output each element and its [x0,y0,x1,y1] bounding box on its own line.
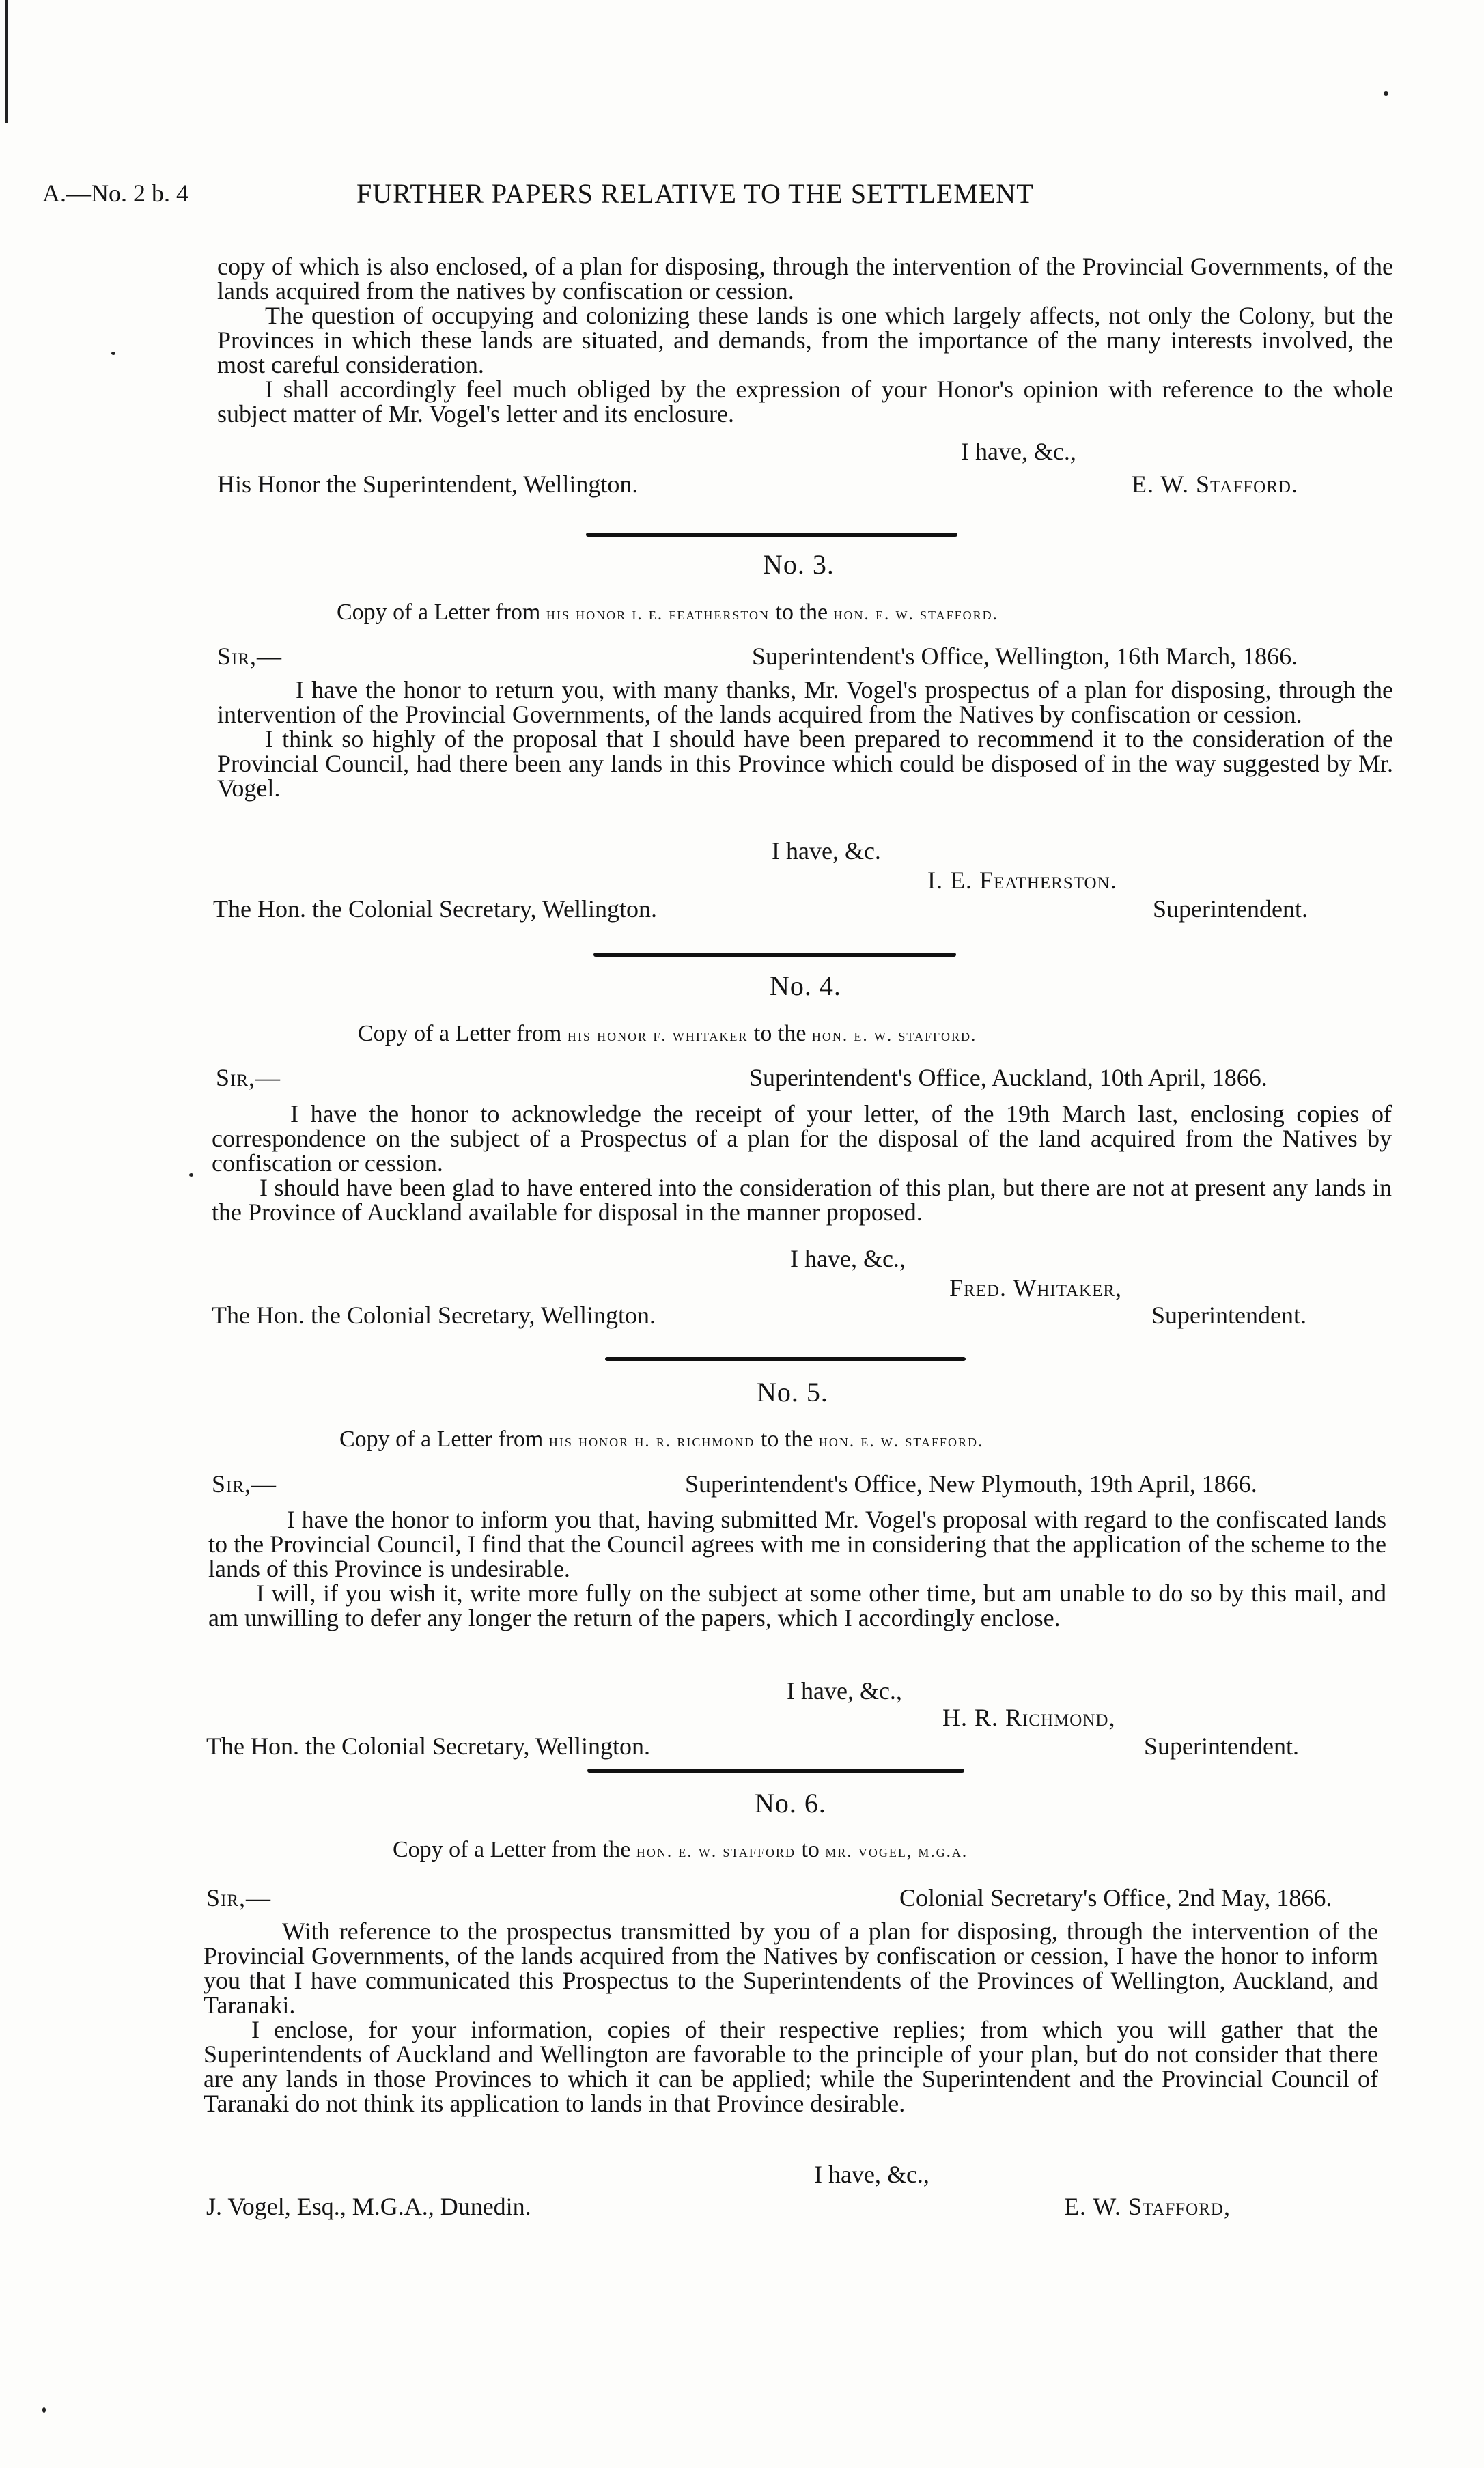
caption-text: to the [775,600,828,625]
caption-from: his honor h. r. richmond [548,1432,755,1450]
letter-number: No. 5. [757,1377,828,1407]
paragraph: I enclose, for your information, copies of their respective replies; from which you will gather that the Superintendents of Auckland and Wellington are favorable to the principle of your plan, but do not consider that there are any lands in those Provinces to which it can be applied; while the Superintendent and the Provincial Council of Taranaki do not think its application to lands in that Province desirable. [204,2016,1378,2117]
signer-title: Superintendent. [1151,1302,1306,1329]
letter-caption [339,1427,983,1453]
section-divider [605,1357,966,1361]
caption-text: Copy of a Letter from [358,1021,562,1046]
caption-to: hon. e. w. stafford. [811,1026,977,1045]
running-header-title: FURTHER PAPERS RELATIVE TO THE SETTLEMENT [356,178,1034,209]
page-reference: A.—No. 2 b. 4 [42,180,188,207]
caption-from: his honor i. e. featherston [546,605,770,623]
caption-to: hon. e. w. stafford. [818,1432,984,1450]
dateline: Superintendent's Office, New Plymouth, 19th April, 1866. [685,1470,1257,1498]
dateline: Colonial Secretary's Office, 2nd May, 1866. [899,1884,1332,1911]
addressee: J. Vogel, Esq., M.G.A., Dunedin. [206,2193,531,2220]
signature: E. W. Stafford. [1132,471,1298,498]
closing-line: I have, &c., [961,438,1076,465]
letter-number: No. 6. [755,1788,826,1819]
intro-text [217,254,1393,426]
signer-title: Superintendent. [1144,1733,1299,1760]
scan-speck [1384,91,1388,96]
signature: I. E. Featherston. [927,867,1117,894]
paragraph: I have the honor to return you, with many thanks, Mr. Vogel's prospectus of a plan for disposing, through the intervention of the Provincial Governments, of the lands acquired from the Natives by confiscation or cession. [217,676,1393,728]
paragraph: I should have been glad to have entered into the consideration of this plan, but there are not at present any lands in the Province of Auckland available for disposal in the manner proposed. [212,1174,1392,1226]
caption-from: hon. e. w. stafford [636,1842,796,1861]
closing-line: I have, &c. [772,837,881,865]
letter-caption [393,1837,968,1863]
scan-speck [189,1173,193,1177]
scan-speck [42,2407,46,2413]
salutation: Sir,— [217,643,283,670]
salutation: Sir,— [212,1470,277,1498]
section-divider [586,533,957,537]
letter-caption [337,600,998,626]
paragraph: I have the honor to acknowledge the receipt of your letter, of the 19th March last, enclosing copies of correspondence on the subject of a Prospectus of a plan for the disposal of the land acquired from the Natives by confiscation or cession. [212,1100,1392,1177]
caption-text: Copy of a Letter from the [393,1837,631,1862]
letter-body [217,677,1393,800]
paragraph: I think so highly of the proposal that I should have been prepared to recommend it to the consideration of the Provincial Council, had there been any lands in this Province which could be disposed of in the way suggested by Mr. Vogel. [217,725,1393,802]
caption-text: Copy of a Letter from [337,600,541,625]
caption-to: hon. e. w. stafford. [833,605,998,623]
addressee: The Hon. the Colonial Secretary, Wellington. [213,895,657,923]
letter-body [204,1919,1378,2116]
signature: Fred. Whitaker, [949,1274,1123,1302]
dateline: Superintendent's Office, Wellington, 16th March, 1866. [752,643,1298,670]
addressee: The Hon. the Colonial Secretary, Wellington. [212,1302,656,1329]
closing-line: I have, &c., [790,1245,906,1272]
closing-line: I have, &c., [814,2161,929,2188]
paragraph: I have the honor to inform you that, having submitted Mr. Vogel's proposal with regard to the confiscated lands to the Provincial Council, I find that the Council agrees with me in considering that the application of the scheme to the lands of this Province is undesirable. [208,1506,1386,1582]
paragraph: With reference to the prospectus transmitted by you of a plan for disposing, through the intervention of the Provincial Governments, of the lands acquired from the Natives by confiscation or cession, I have the honor to inform you that I have communicated this Prospectus to the Superintendents of the Provinces of Wellington, Auckland, and Taranaki. [204,1918,1378,2019]
caption-text: to the [760,1427,813,1452]
paragraph: I shall accordingly feel much obliged by the expression of your Honor's opinion with reference to the whole subject matter of Mr. Vogel's letter and its enclosure. [217,376,1393,427]
salutation: Sir,— [216,1064,281,1091]
section-divider [587,1769,964,1773]
caption-text: Copy of a Letter from [339,1427,544,1452]
paragraph: The question of occupying and colonizing these lands is one which largely affects, not only the Colony, but the Provinces in which these lands are situated, and demands, from the importance of the many interests involved, the most careful consideration. [217,302,1393,378]
letter-body [212,1102,1392,1224]
caption-to: mr. vogel, m.g.a. [825,1842,968,1861]
letter-body [208,1507,1386,1630]
signature: H. R. Richmond, [942,1704,1116,1731]
dateline: Superintendent's Office, Auckland, 10th April, 1866. [749,1064,1268,1091]
scan-speck [111,352,115,355]
letter-number: No. 3. [763,549,835,580]
caption-from: his honor f. whitaker [567,1026,748,1045]
letter-number: No. 4. [770,970,841,1001]
scan-edge-mark [5,0,8,123]
addressee: His Honor the Superintendent, Wellington. [217,471,639,498]
closing-line: I have, &c., [787,1677,902,1705]
signer-title: Superintendent. [1153,895,1308,923]
caption-text: to the [753,1021,807,1046]
paragraph: copy of which is also enclosed, of a plan for disposing, through the intervention of the Provincial Governments, of the lands acquired from the natives by confiscation or cession. [217,253,1393,305]
salutation: Sir,— [206,1884,272,1911]
paragraph: I will, if you wish it, write more fully on the subject at some other time, but am unable to do so by this mail, and am unwilling to defer any longer the return of the papers, which I accordingly enclose. [208,1580,1386,1631]
section-divider [593,953,956,957]
signature: E. W. Stafford, [1064,2193,1231,2220]
letter-caption [358,1021,977,1047]
caption-text: to [801,1837,820,1862]
addressee: The Hon. the Colonial Secretary, Wellington. [206,1733,650,1760]
